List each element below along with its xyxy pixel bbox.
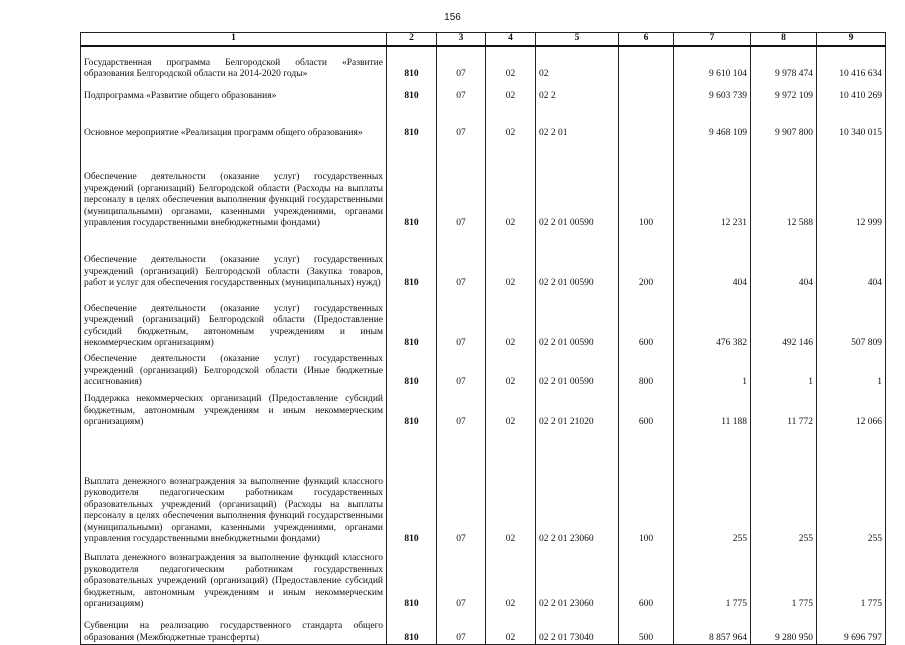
cell-c8: 12 588 <box>751 140 817 230</box>
cell-c7: 255 <box>674 429 751 546</box>
cell-c4: 02 <box>486 290 536 350</box>
column-header: 7 <box>674 33 751 46</box>
cell-c5: 02 2 01 21020 <box>536 389 619 429</box>
cell-c8: 492 146 <box>751 290 817 350</box>
cell-c2: 810 <box>387 290 437 350</box>
cell-c3: 07 <box>437 81 486 103</box>
table-row <box>81 389 886 429</box>
cell-c9: 10 340 015 <box>817 103 886 140</box>
cell-c7: 9 610 104 <box>674 46 751 81</box>
cell-c8: 404 <box>751 230 817 290</box>
cell-c2: 810 <box>387 546 437 611</box>
cell-c6: 600 <box>619 546 674 611</box>
cell-c7: 9 468 109 <box>674 103 751 140</box>
cell-c7: 11 188 <box>674 389 751 429</box>
cell-c9: 12 066 <box>817 389 886 429</box>
cell-c4: 02 <box>486 230 536 290</box>
cell-c6: 600 <box>619 389 674 429</box>
cell-c7: 8 857 964 <box>674 611 751 645</box>
cell-c6: 100 <box>619 429 674 546</box>
table-row <box>81 46 886 81</box>
cell-c8: 255 <box>751 429 817 546</box>
cell-c2: 810 <box>387 389 437 429</box>
row-name-cell: Выплата денежного вознаграждения за выполнение функций классного руководителя педагогическим работникам государственных образовательных учреждений (организаций) (Предоставление субсидий бюджетным, автономным учреждениям и иным некоммерческим организациям) <box>81 546 387 611</box>
cell-c5: 02 2 01 <box>536 103 619 140</box>
cell-c6: 100 <box>619 140 674 230</box>
cell-c6 <box>619 81 674 103</box>
cell-c2: 810 <box>387 429 437 546</box>
cell-c9: 404 <box>817 230 886 290</box>
cell-c9: 12 999 <box>817 140 886 230</box>
cell-c3: 07 <box>437 46 486 81</box>
cell-c3: 07 <box>437 389 486 429</box>
cell-c7: 404 <box>674 230 751 290</box>
page-number: 156 <box>444 12 461 23</box>
cell-c5: 02 2 01 00590 <box>536 290 619 350</box>
row-name-cell: Выплата денежного вознаграждения за выполнение функций классного руководителя педагогическим работникам государственных образовательных учреждений (организаций) (Расходы на выплаты персоналу в целях обеспечения выполнения функций государственными (муниципальными) органами, казенными учреждениями, органами управления государственными внебюджетными фондами) <box>81 429 387 546</box>
table-row <box>81 546 886 611</box>
row-name-cell: Основное мероприятие «Реализация программ общего образования» <box>81 103 387 140</box>
cell-c4: 02 <box>486 350 536 389</box>
table-row <box>81 350 886 389</box>
row-name-cell: Обеспечение деятельности (оказание услуг) государственных учреждений (организаций) Белгородской области (Иные бюджетные ассигнования) <box>81 350 387 389</box>
cell-c3: 07 <box>437 140 486 230</box>
row-name-cell: Подпрограмма «Развитие общего образования» <box>81 81 387 103</box>
cell-c9: 255 <box>817 429 886 546</box>
cell-c9: 1 <box>817 350 886 389</box>
cell-c7: 476 382 <box>674 290 751 350</box>
cell-c6 <box>619 46 674 81</box>
cell-c8: 1 775 <box>751 546 817 611</box>
cell-c2: 810 <box>387 230 437 290</box>
column-header: 1 <box>81 33 387 46</box>
cell-c2: 810 <box>387 140 437 230</box>
cell-c9: 10 416 634 <box>817 46 886 81</box>
cell-c5: 02 2 01 23060 <box>536 429 619 546</box>
table-row <box>81 230 886 290</box>
row-name-cell: Субвенции на реализацию государственного стандарта общего образования (Межбюджетные трансферты) <box>81 611 387 645</box>
cell-c8: 9 280 950 <box>751 611 817 645</box>
cell-c4: 02 <box>486 103 536 140</box>
column-header: 2 <box>387 33 437 46</box>
cell-c5: 02 2 01 00590 <box>536 350 619 389</box>
cell-c2: 810 <box>387 81 437 103</box>
cell-c3: 07 <box>437 429 486 546</box>
table-row <box>81 611 886 645</box>
cell-c7: 9 603 739 <box>674 81 751 103</box>
cell-c8: 1 <box>751 350 817 389</box>
cell-c4: 02 <box>486 46 536 81</box>
cell-c4: 02 <box>486 389 536 429</box>
budget-table <box>80 32 886 645</box>
cell-c3: 07 <box>437 350 486 389</box>
cell-c7: 1 775 <box>674 546 751 611</box>
cell-c6 <box>619 103 674 140</box>
column-header: 6 <box>619 33 674 46</box>
cell-c6: 500 <box>619 611 674 645</box>
cell-c9: 507 809 <box>817 290 886 350</box>
cell-c2: 810 <box>387 46 437 81</box>
row-name-cell: Обеспечение деятельности (оказание услуг) государственных учреждений (организаций) Белгородской области (Расходы на выплаты персоналу в целях обеспечения выполнения функций государственными (муниципальными) органами, казенными учреждениями, органами управления государственными внебюджетными фондами) <box>81 140 387 230</box>
cell-c6: 200 <box>619 230 674 290</box>
cell-c6: 600 <box>619 290 674 350</box>
cell-c2: 810 <box>387 103 437 140</box>
cell-c2: 810 <box>387 611 437 645</box>
cell-c4: 02 <box>486 546 536 611</box>
cell-c8: 9 972 109 <box>751 81 817 103</box>
table-row <box>81 429 886 546</box>
cell-c5: 02 2 01 73040 <box>536 611 619 645</box>
cell-c9: 10 410 269 <box>817 81 886 103</box>
cell-c3: 07 <box>437 290 486 350</box>
row-name-cell: Поддержка некоммерческих организаций (Предоставление субсидий бюджетным, автономным учреждениям и иным некоммерческим организациям) <box>81 389 387 429</box>
table-row <box>81 140 886 230</box>
table-row <box>81 81 886 103</box>
cell-c8: 9 978 474 <box>751 46 817 81</box>
header-row <box>81 33 886 46</box>
column-header: 9 <box>817 33 886 46</box>
cell-c8: 9 907 800 <box>751 103 817 140</box>
cell-c4: 02 <box>486 140 536 230</box>
cell-c5: 02 2 01 23060 <box>536 546 619 611</box>
row-name-cell: Обеспечение деятельности (оказание услуг) государственных учреждений (организаций) Белгородской области (Предоставление субсидий бюджетным, автономным учреждениям и иным некоммерческим организациям) <box>81 290 387 350</box>
cell-c8: 11 772 <box>751 389 817 429</box>
cell-c7: 12 231 <box>674 140 751 230</box>
column-header: 3 <box>437 33 486 46</box>
cell-c2: 810 <box>387 350 437 389</box>
cell-c5: 02 2 01 00590 <box>536 140 619 230</box>
cell-c5: 02 2 <box>536 81 619 103</box>
column-header: 5 <box>536 33 619 46</box>
column-header: 8 <box>751 33 817 46</box>
cell-c5: 02 2 01 00590 <box>536 230 619 290</box>
cell-c4: 02 <box>486 611 536 645</box>
cell-c6: 800 <box>619 350 674 389</box>
column-header: 4 <box>486 33 536 46</box>
cell-c3: 07 <box>437 230 486 290</box>
cell-c9: 9 696 797 <box>817 611 886 645</box>
cell-c4: 02 <box>486 81 536 103</box>
row-name-cell: Обеспечение деятельности (оказание услуг) государственных учреждений (организаций) Белгородской области (Закупка товаров, работ и услуг для обеспечения государственных (муниципальных) нужд) <box>81 230 387 290</box>
cell-c7: 1 <box>674 350 751 389</box>
cell-c4: 02 <box>486 429 536 546</box>
row-name-cell: Государственная программа Белгородской области «Развитие образования Белгородской области на 2014-2020 годы» <box>81 46 387 81</box>
table-row <box>81 290 886 350</box>
cell-c9: 1 775 <box>817 546 886 611</box>
table-row <box>81 103 886 140</box>
cell-c5: 02 <box>536 46 619 81</box>
cell-c3: 07 <box>437 546 486 611</box>
cell-c3: 07 <box>437 611 486 645</box>
cell-c3: 07 <box>437 103 486 140</box>
